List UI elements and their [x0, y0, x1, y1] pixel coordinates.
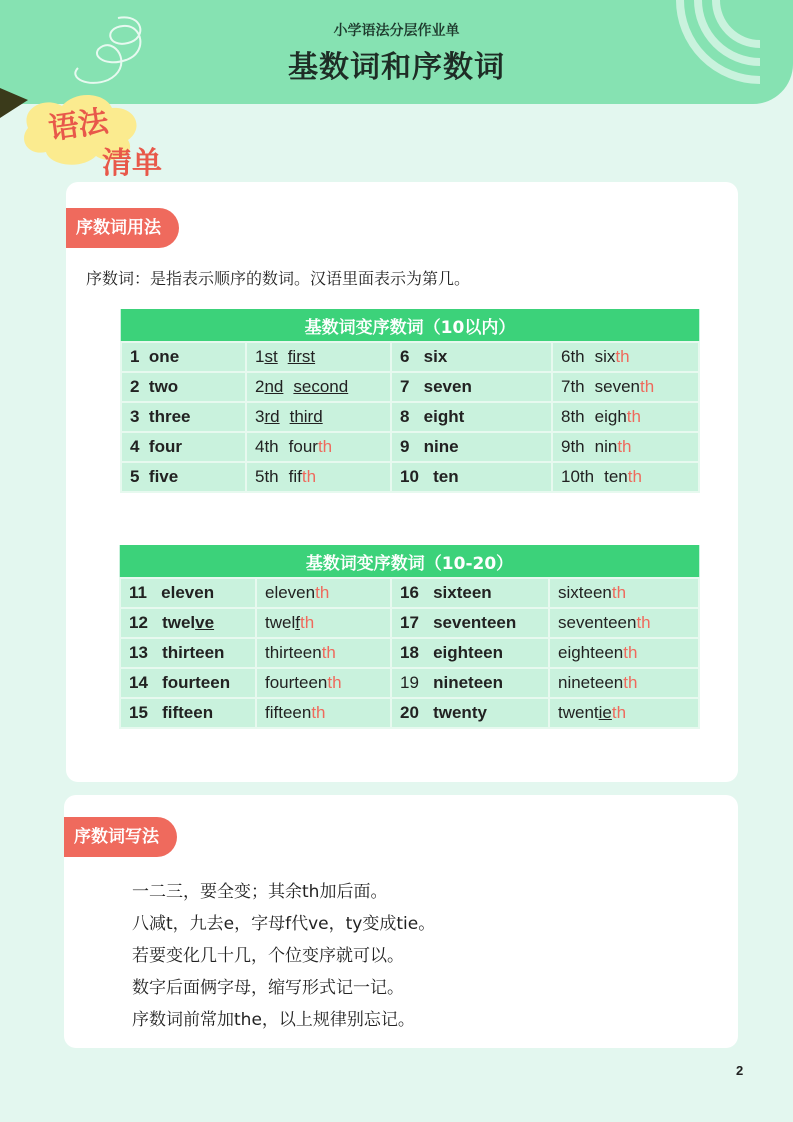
ordinal-suffix: th — [626, 407, 641, 426]
page-title: 基数词和序数词 — [288, 50, 505, 85]
ordinal-word: twel — [265, 613, 296, 632]
cardinal-number: 16 — [400, 583, 419, 602]
ordinal-abbr: 1 — [255, 347, 265, 366]
rule-line: 若要变化几十几，个位变序就可以。 — [132, 946, 404, 966]
cardinal-number: 18 — [400, 643, 419, 662]
table-row — [120, 608, 699, 638]
table-row — [121, 432, 699, 462]
badge-text-list: 清单 — [102, 146, 162, 181]
rule-line: 一二三，要全变；其余th加后面。 — [132, 882, 388, 902]
badge-text-grammar: 语法 — [46, 103, 111, 147]
ordinal-suffix: st — [264, 347, 278, 366]
ordinal-suffix: nd — [264, 377, 284, 396]
ordinal-word: sixteen — [558, 583, 612, 602]
cardinal-number: 7 — [400, 377, 410, 396]
ordinal-word: seven — [594, 377, 641, 396]
ordinal-suffix: rd — [264, 407, 280, 426]
cardinal-word: two — [148, 377, 179, 396]
cardinal-word: eight — [423, 407, 465, 426]
ordinal-word: fif — [288, 467, 302, 486]
ordinal-abbr: 8th — [561, 407, 585, 426]
ordinal-suffix: th — [640, 377, 655, 396]
cardinal-word: eleven — [161, 583, 215, 602]
ordinal-suffix: th — [311, 703, 326, 722]
ordinal-abbr: 5th — [255, 467, 279, 486]
cardinal-word: seven — [423, 377, 472, 396]
cardinal-number: 13 — [129, 643, 148, 662]
cardinal-number: 9 — [400, 437, 410, 456]
cardinal-word: twenty — [433, 703, 487, 722]
cardinal-number: 12 — [129, 613, 148, 632]
ordinal-suffix: th — [636, 613, 651, 632]
cardinal-number: 5 — [130, 467, 140, 486]
cardinal-word: fifteen — [162, 703, 214, 722]
ordinal-abbr: 6th — [561, 347, 585, 366]
cardinal-word: thirteen — [162, 643, 225, 662]
ordinal-suffix: th — [301, 467, 317, 486]
ordinal-word: second — [293, 377, 349, 396]
ordinal-suffix: th — [615, 347, 630, 366]
table-row — [120, 698, 699, 728]
ordinal-table-11-20 — [119, 545, 700, 729]
table-row — [121, 402, 699, 432]
ordinal-suffix: th — [617, 437, 632, 456]
ordinal-abbr: 7th — [561, 377, 585, 396]
ordinal-abbr: 4th — [255, 437, 279, 456]
ordinal-suffix: th — [611, 583, 627, 602]
ordinal-word: eigh — [594, 407, 627, 426]
ordinal-suffix: th — [321, 643, 336, 662]
cardinal-word-part: ve — [195, 613, 215, 632]
table-row — [121, 342, 699, 372]
table-row — [120, 638, 699, 668]
cardinal-number: 4 — [130, 437, 140, 456]
rule-line: 序数词前常加the，以上规律别忘记。 — [132, 1010, 415, 1030]
cardinal-word: ten — [433, 467, 459, 486]
rule-line: 数字后面俩字母，缩写形式记一记。 — [132, 978, 404, 998]
ordinal-suffix: th — [611, 703, 627, 722]
worksheet-subtitle: 小学语法分层作业单 — [333, 23, 460, 39]
cardinal-number: 2 — [130, 377, 140, 396]
cardinal-word: fourteen — [162, 673, 231, 692]
cardinal-word: twel — [162, 613, 196, 632]
cardinal-word: nine — [423, 437, 459, 456]
ordinal-word: fifteen — [265, 703, 312, 722]
table-row — [120, 578, 699, 608]
cardinal-word: eighteen — [433, 643, 503, 662]
cardinal-word: nineteen — [433, 673, 503, 692]
ordinal-word-part: f — [295, 613, 300, 632]
ordinal-word: first — [287, 347, 316, 366]
cardinal-word: seventeen — [433, 613, 517, 632]
section-tag-usage: 序数词用法 — [66, 208, 179, 248]
intro-text: 序数词：是指表示顺序的数词。汉语里面表示为第几。 — [86, 269, 471, 288]
ordinal-word: seventeen — [558, 613, 637, 632]
table-row — [121, 462, 699, 492]
ordinal-suffix: th — [627, 467, 642, 486]
ordinal-abbr: 10th — [561, 467, 595, 486]
cardinal-number: 1 — [130, 347, 140, 366]
ordinal-word: third — [289, 407, 323, 426]
ordinal-word: thirteen — [265, 643, 322, 662]
ordinal-word: twent — [558, 703, 599, 722]
ordinal-suffix: th — [327, 673, 342, 692]
cardinal-number: 10 — [400, 467, 419, 486]
cardinal-word: five — [148, 467, 179, 486]
cardinal-number: 3 — [130, 407, 140, 426]
ordinal-abbr: 2 — [255, 377, 265, 396]
ordinal-suffix: th — [315, 583, 330, 602]
rules-text — [132, 876, 435, 1036]
ordinal-word: four — [288, 437, 318, 456]
ordinal-word: nineteen — [558, 673, 624, 692]
ordinal-table-1-10 — [120, 309, 700, 493]
rule-line: 八减t，九去e，字母f代ve，ty变成tie。 — [132, 914, 436, 934]
ordinal-word: six — [594, 347, 616, 366]
table-title: 基数词变序数词（10以内） — [121, 309, 699, 342]
ordinal-word: eleven — [265, 583, 316, 602]
cardinal-number: 20 — [400, 703, 419, 722]
ordinal-word-part: ie — [598, 703, 612, 722]
cardinal-number: 17 — [400, 613, 419, 632]
table-title: 基数词变序数词（10-20） — [120, 545, 699, 578]
ordinal-suffix: th — [623, 643, 638, 662]
cardinal-word: sixteen — [433, 583, 492, 602]
cardinal-number: 14 — [129, 673, 148, 692]
ordinal-word: nin — [594, 437, 618, 456]
section-tag-writing: 序数词写法 — [64, 817, 177, 857]
cardinal-number: 11 — [129, 583, 147, 602]
cardinal-word: four — [148, 437, 182, 456]
cardinal-word: six — [423, 347, 448, 366]
ordinal-suffix: th — [299, 613, 315, 632]
ordinal-abbr: 9th — [561, 437, 585, 456]
table-row — [121, 372, 699, 402]
ordinal-word: ten — [604, 467, 628, 486]
cardinal-number: 15 — [129, 703, 148, 722]
cardinal-number: 8 — [400, 407, 410, 426]
table-row — [120, 668, 699, 698]
cardinal-word: one — [148, 347, 180, 366]
ordinal-suffix: th — [623, 673, 638, 692]
cardinal-word: three — [148, 407, 191, 426]
cardinal-number: 19 — [400, 673, 419, 692]
ordinal-abbr: 3 — [255, 407, 265, 426]
ordinal-suffix: th — [317, 437, 333, 456]
ordinal-word: eighteen — [558, 643, 624, 662]
page-number: 2 — [736, 1063, 744, 1078]
cardinal-number: 6 — [400, 347, 410, 366]
ordinal-word: fourteen — [265, 673, 328, 692]
